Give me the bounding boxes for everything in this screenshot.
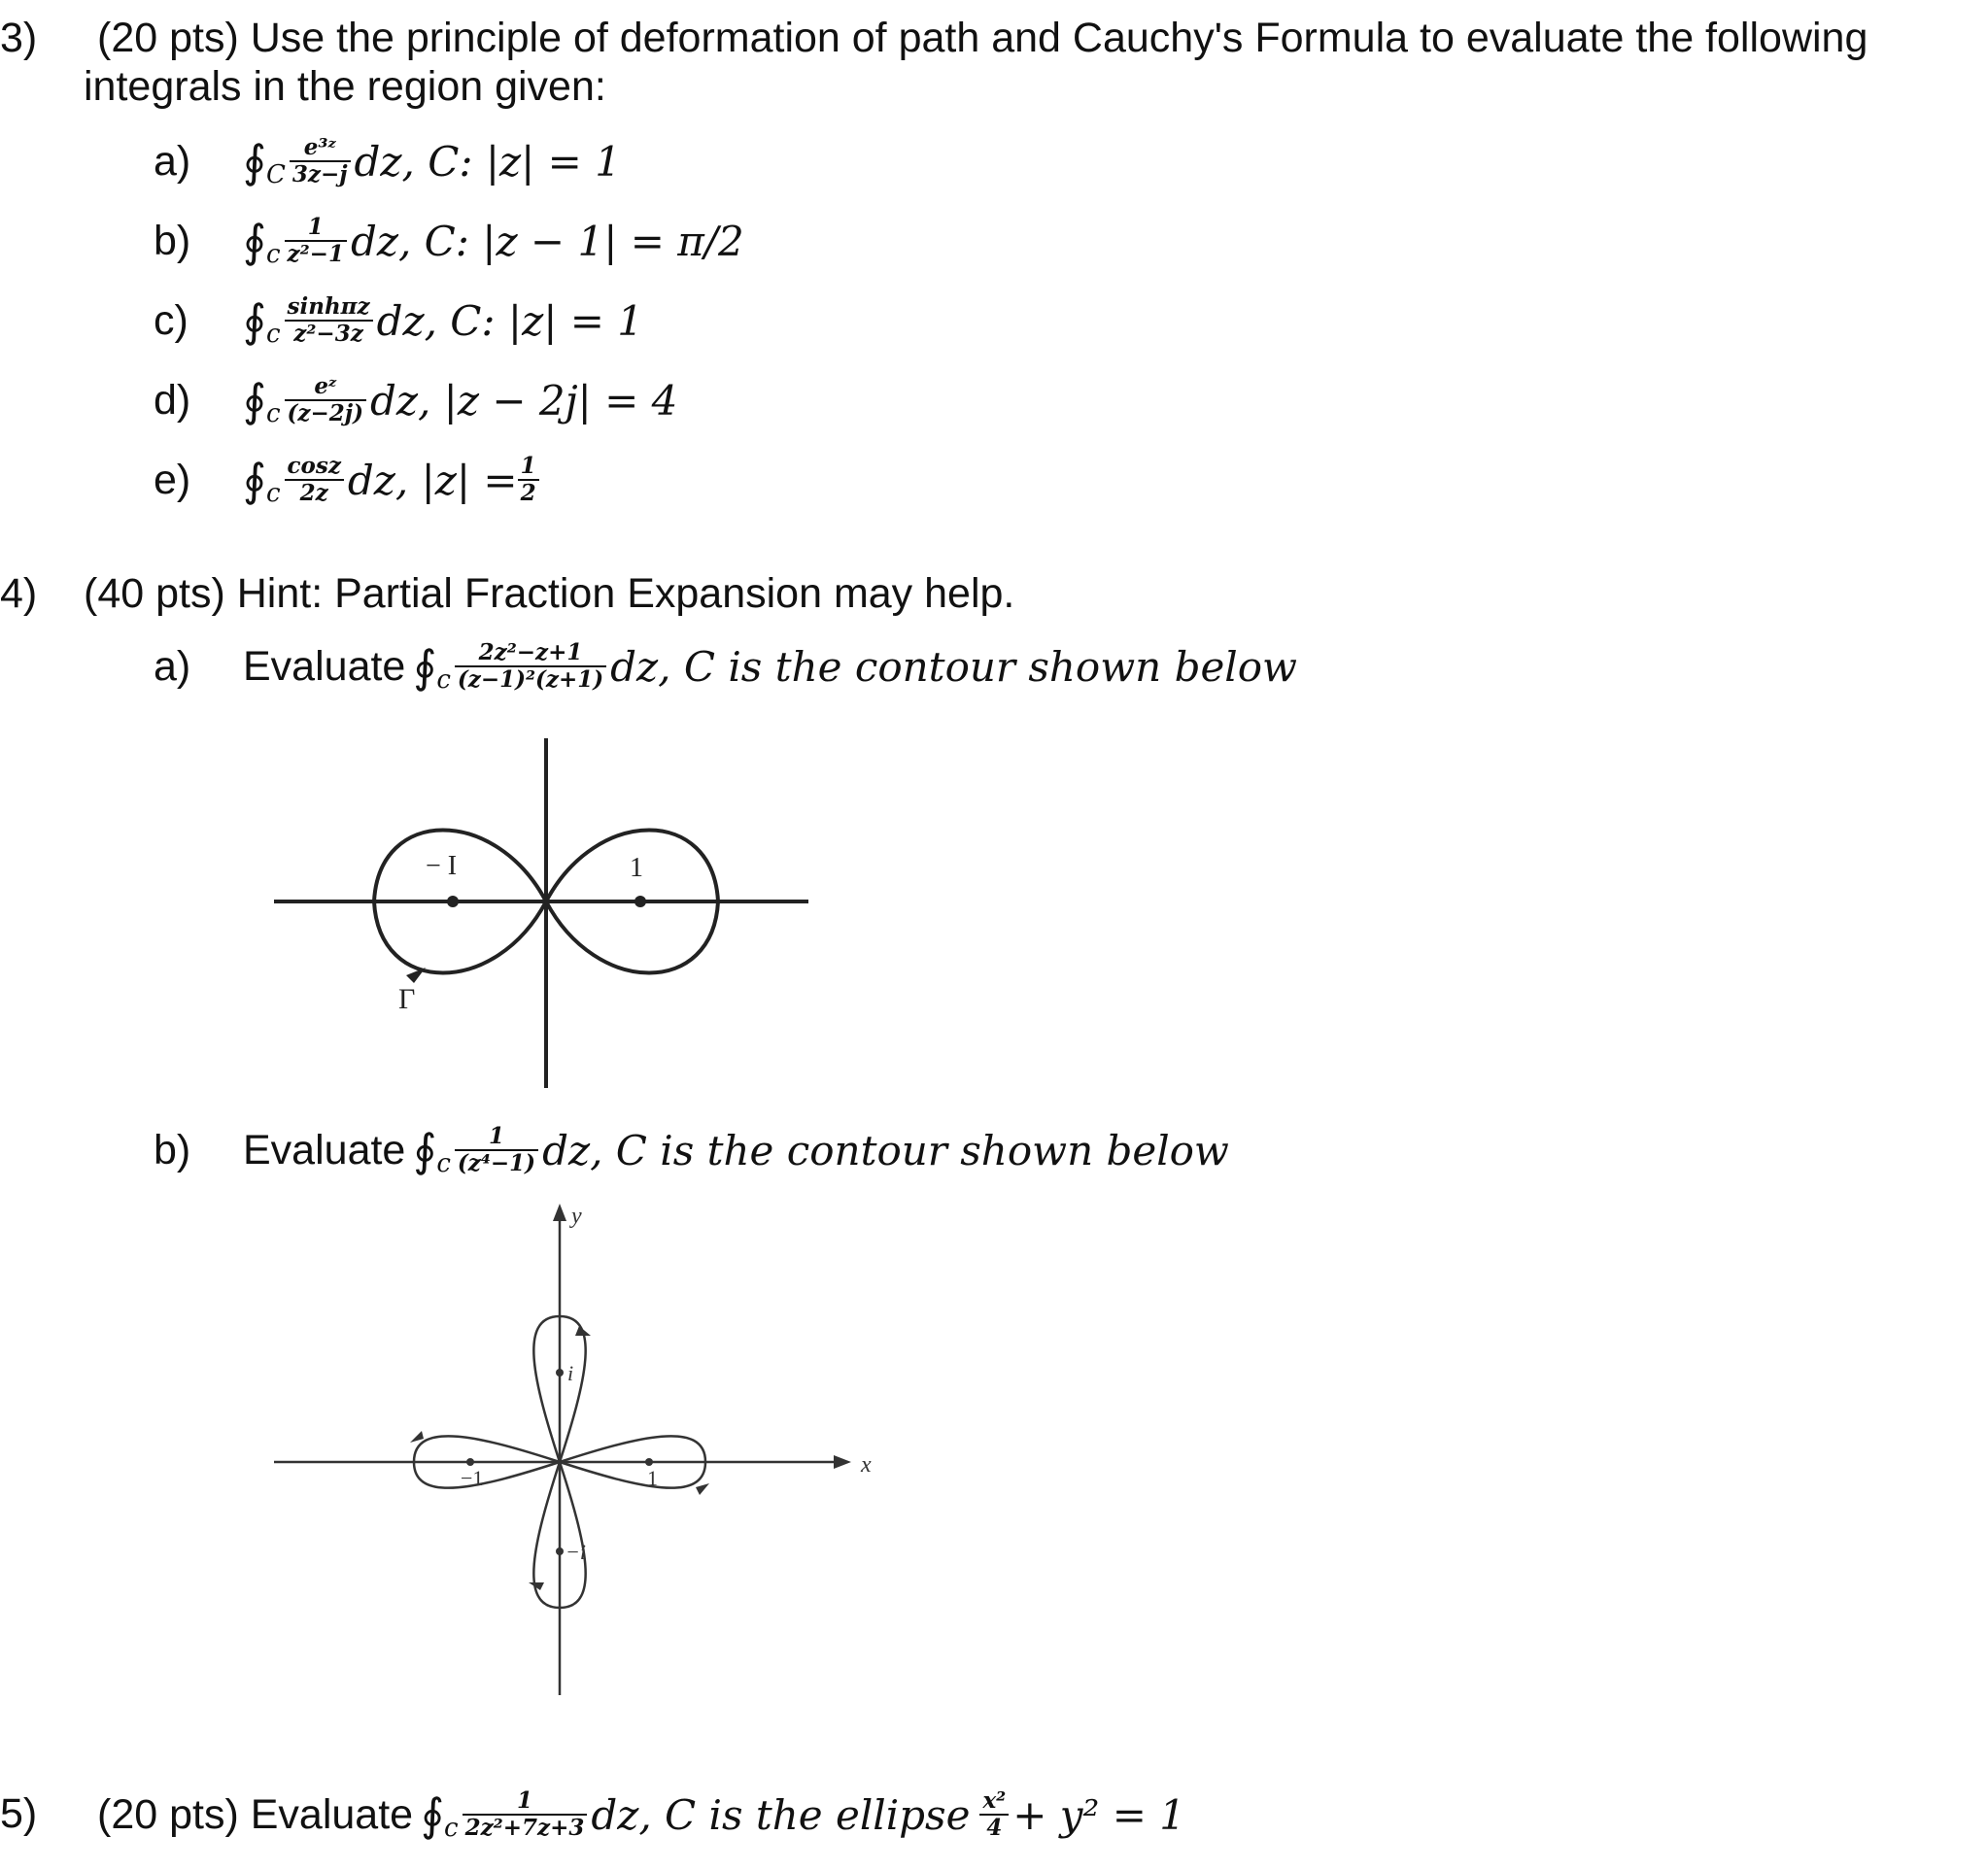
y-axis-arrow-icon (553, 1204, 566, 1221)
integral-rest: dz, |z − 2j| = 4 (369, 376, 678, 425)
part-label: a) (154, 138, 191, 185)
point-minus-one (447, 896, 459, 907)
denominator: 3z−j (291, 161, 348, 187)
integral-rest: dz, C: |z| = 1 (376, 296, 643, 345)
direction-arrow-icon (410, 1431, 424, 1443)
evaluate-word: Evaluate (243, 1127, 406, 1173)
contour-integral-symbol: ∮ (243, 215, 266, 267)
contour-integral-symbol: ∮ (243, 374, 266, 426)
label-minus-one: −1 (461, 1466, 484, 1490)
integrand-fraction (455, 1124, 538, 1176)
q4-part-a (154, 629, 1297, 703)
integrand-fraction (463, 1788, 588, 1841)
point-one (645, 1458, 653, 1466)
q3-part-e (154, 443, 539, 517)
denominator: z²−1 (287, 241, 344, 267)
denominator: (z−2j) (287, 400, 363, 426)
radius-fraction (518, 454, 539, 506)
q3-part-c (154, 284, 643, 357)
part-label: c) (154, 297, 189, 344)
label-one: 1 (647, 1466, 658, 1490)
q5-line (97, 1778, 1185, 1852)
q3-number: 3) (0, 15, 38, 61)
integrand-fraction (285, 374, 366, 426)
integrand-fraction (455, 640, 606, 693)
contour-subscript: c (436, 665, 451, 695)
q3-part-a (154, 124, 621, 198)
numerator: 2z²−z+1 (455, 640, 606, 667)
q4-header: (40 pts) Hint: Partial Fraction Expansion may help. (84, 570, 1015, 617)
contour-integral-symbol: ∮ (243, 294, 266, 347)
denominator: 2z (299, 480, 328, 506)
q3-header-line2: integrals in the region given: (84, 63, 606, 110)
numerator: cosz (285, 454, 344, 481)
numerator: e³ᶻ (290, 135, 351, 162)
label-x: x (861, 1452, 872, 1478)
denominator: 2 (520, 480, 536, 506)
integral-rest: dz, C: |z − 1| = π/2 (350, 217, 744, 265)
integrand-fraction (285, 294, 373, 347)
ellipse-fraction (979, 1788, 1009, 1841)
denominator: z²−3z (293, 321, 363, 347)
q3-part-b (154, 204, 744, 278)
x-axis-arrow-icon (834, 1455, 851, 1469)
numerator: 1 (455, 1124, 538, 1151)
contour-subscript: c (265, 240, 281, 269)
integral-rest: dz, C is the contour shown below (542, 1126, 1229, 1174)
q5-text: (20 pts) Evaluate (97, 1791, 414, 1838)
point-minus-i (556, 1547, 564, 1555)
label-one: 1 (630, 853, 643, 883)
label-i: i (567, 1361, 574, 1385)
contour-subscript: c (265, 479, 281, 508)
contour-subscript: c (436, 1149, 451, 1178)
label-gamma: Γ (398, 983, 416, 1015)
numerator: 1 (518, 454, 539, 481)
q4-part-b (154, 1113, 1229, 1187)
integrand-fraction (290, 135, 351, 187)
label-minus-one: − I (426, 851, 458, 881)
label-minus-i: −i (566, 1540, 586, 1564)
four-leaf-contour-diagram (262, 1190, 904, 1705)
q4-number: 4) (0, 570, 38, 617)
ellipse-rest: + y² = 1 (1012, 1790, 1185, 1839)
contour-subscript: c (265, 399, 281, 428)
integral-rest: dz, |z| = (347, 456, 518, 504)
integral-rest: dz, C: |z| = 1 (354, 137, 621, 186)
q5-number: 5) (0, 1790, 38, 1837)
contour-subscript: c (444, 1814, 459, 1843)
point-minus-one (466, 1458, 474, 1466)
part-label: b) (154, 218, 191, 264)
numerator: eᶻ (285, 374, 366, 401)
numerator: x² (979, 1788, 1009, 1816)
numerator: sinhπz (285, 294, 373, 322)
q3-part-d (154, 363, 677, 437)
contour-integral-symbol: ∮ (413, 1124, 437, 1176)
denominator: (z⁴−1) (457, 1150, 536, 1176)
part-label: d) (154, 377, 191, 424)
direction-arrow-icon (696, 1483, 709, 1495)
denominator: 4 (986, 1815, 1003, 1841)
integrand-fraction (285, 215, 347, 267)
contour-integral-symbol: ∮ (243, 454, 266, 506)
denominator: 2z²+7z+3 (464, 1815, 585, 1841)
contour-integral-symbol: ∮ (421, 1788, 445, 1841)
numerator: 1 (463, 1788, 588, 1816)
part-label: b) (154, 1127, 191, 1173)
contour-integral-symbol: ∮ (243, 135, 266, 187)
part-label: a) (154, 643, 191, 690)
direction-arrow-icon (575, 1326, 591, 1336)
part-label: e) (154, 457, 191, 503)
evaluate-word: Evaluate (243, 643, 406, 690)
contour-subscript: C (265, 160, 286, 189)
point-one (634, 896, 646, 907)
contour-integral-symbol: ∮ (413, 640, 437, 693)
integrand-fraction (285, 454, 344, 506)
figure-eight-contour-diagram (262, 729, 845, 1098)
label-y: y (571, 1204, 582, 1229)
integral-rest: dz, C is the ellipse (591, 1790, 971, 1839)
denominator: (z−1)²(z+1) (457, 666, 604, 693)
integral-rest: dz, C is the contour shown below (610, 642, 1297, 691)
q3-header-line1: (20 pts) Use the principle of deformation of path and Cauchy's Formula to evaluate the following (97, 15, 1868, 61)
numerator: 1 (285, 215, 347, 242)
point-i (556, 1369, 564, 1377)
contour-subscript: c (265, 320, 281, 349)
